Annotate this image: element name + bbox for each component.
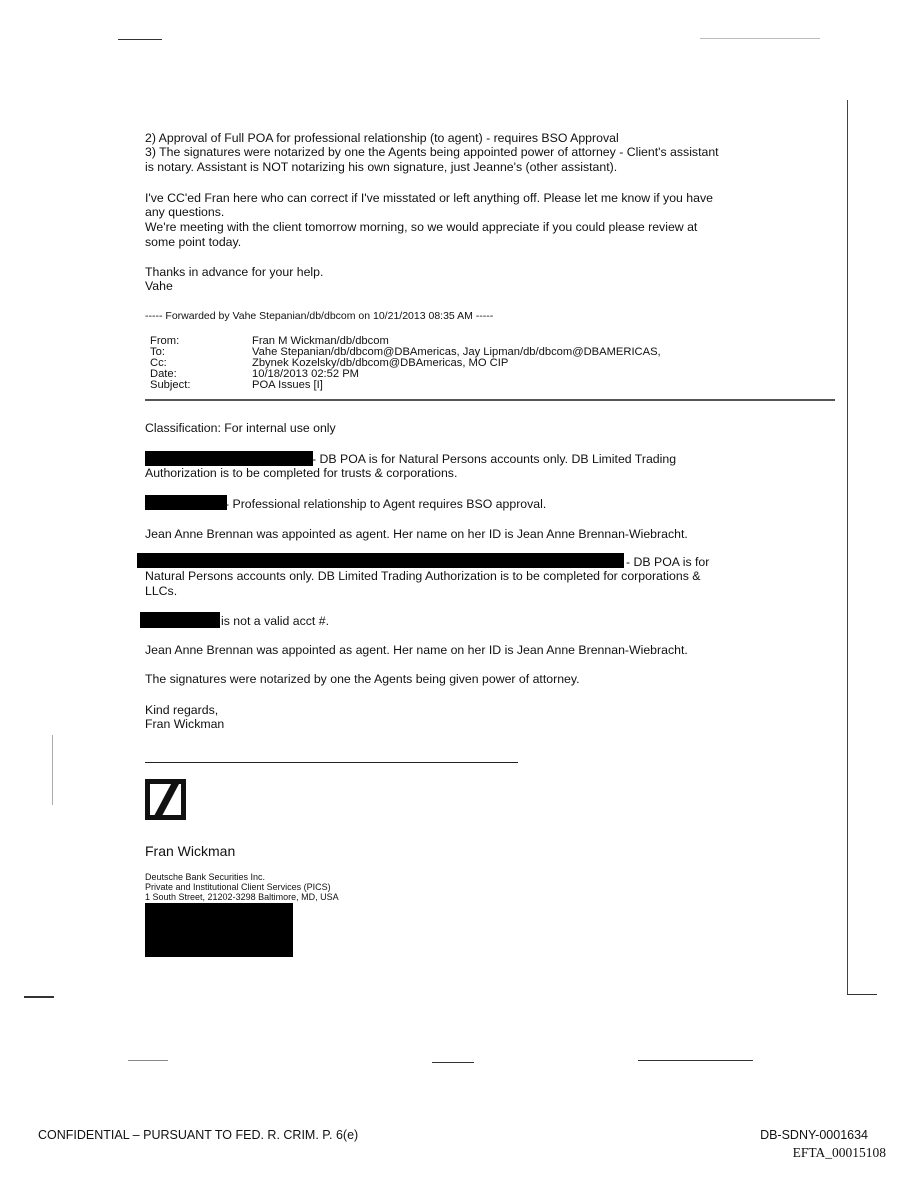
redaction-block [145, 903, 293, 957]
header-value: Zbynek Kozelsky/db/dbcom@DBAmericas, MO CIP [252, 357, 509, 369]
scan-mark-left-vertical [52, 735, 53, 805]
signature-divider [145, 762, 518, 763]
header-row-date [150, 369, 661, 380]
intro-para-line3: We're meeting with the client tomorrow morning, so we would appreciate if you could please review at [145, 220, 698, 234]
signature-company: Deutsche Bank Securities Inc. [145, 872, 266, 882]
header-label: Cc: [150, 357, 167, 369]
scan-mark-left [24, 996, 54, 998]
scan-mark-right-edge [847, 100, 848, 995]
header-row-cc [150, 358, 661, 369]
body-p3: Jean Anne Brennan was appointed as agent. Her name on her ID is Jean Anne Brennan-Wiebracht. [145, 527, 688, 541]
header-value: 10/18/2013 02:52 PM [252, 368, 359, 380]
scan-mark-bottom-3 [638, 1060, 753, 1061]
deutsche-bank-logo-icon [145, 779, 186, 820]
regards: Kind regards, [145, 703, 219, 717]
body-p4-line3: LLCs. [145, 584, 178, 598]
footer-bates-number: DB-SDNY-0001634 [760, 1128, 868, 1142]
header-label: Date: [150, 368, 177, 380]
intro-item-2: 2) Approval of Full POA for professional relationship (to agent) - requires BSO Approval [145, 131, 619, 145]
signature-division: Private and Institutional Client Services (PICS) [145, 882, 331, 892]
scan-mark-top-right [700, 38, 820, 39]
signature-name: Fran Wickman [145, 843, 236, 859]
scan-mark-bottom-2 [432, 1062, 474, 1063]
footer-efta-number: EFTA_00015108 [792, 1145, 886, 1160]
body-p5: is not a valid acct #. [221, 614, 329, 628]
redaction-block [145, 451, 313, 466]
forward-headers [150, 336, 661, 391]
body-p4-line1: - DB POA is for [626, 555, 710, 569]
header-value: Vahe Stepanian/db/dbcom@DBAmericas, Jay Lipman/db/dbcom@DBAMERICAS, [252, 346, 661, 358]
header-value: Fran M Wickman/db/dbcom [252, 335, 389, 347]
scan-mark-top-left [118, 39, 162, 40]
signature-address: 1 South Street, 21202-3298 Baltimore, MD, USA [145, 892, 339, 902]
body-p1-line2: Authorization is to be completed for trusts & corporations. [145, 466, 458, 480]
body-p4-line2: Natural Persons accounts only. DB Limited Trading Authorization is to be completed for corporations & [145, 569, 701, 583]
body-p1-line1: - DB POA is for Natural Persons accounts only. DB Limited Trading [312, 452, 677, 466]
classification: Classification: For internal use only [145, 421, 336, 435]
body-p7: The signatures were notarized by one the Agents being given power of attorney. [145, 672, 580, 686]
header-label: To: [150, 346, 165, 358]
body-p6: Jean Anne Brennan was appointed as agent. Her name on her ID is Jean Anne Brennan-Wiebracht. [145, 643, 688, 657]
header-label: From: [150, 335, 180, 347]
header-value: POA Issues [I] [252, 379, 323, 391]
regards-name: Fran Wickman [145, 717, 225, 731]
intro-signoff: Vahe [145, 279, 173, 293]
footer-confidential: CONFIDENTIAL – PURSUANT TO FED. R. CRIM. P. 6(e) [38, 1128, 359, 1142]
intro-para-line2: any questions. [145, 205, 225, 219]
body-p2: - Professional relationship to Agent requires BSO approval. [225, 497, 547, 511]
intro-para-line1: I've CC'ed Fran here who can correct if I've misstated or left anything off. Please let me know if you have [145, 191, 713, 205]
redaction-block [140, 612, 220, 628]
header-label: Subject: [150, 379, 191, 391]
forward-note: ----- Forwarded by Vahe Stepanian/db/dbcom on 10/21/2013 08:35 AM ----- [145, 310, 494, 322]
intro-para-line4: some point today. [145, 235, 242, 249]
intro-thanks: Thanks in advance for your help. [145, 265, 324, 279]
header-divider [145, 399, 835, 401]
scan-mark-right-foot [847, 994, 877, 995]
intro-item-3-line2: is notary. Assistant is NOT notarizing his own signature, just Jeanne's (other assistant). [145, 160, 618, 174]
intro-item-3-line1: 3) The signatures were notarized by one the Agents being appointed power of attorney - Client's assistant [145, 145, 719, 159]
redaction-block [145, 495, 227, 510]
redaction-block [137, 553, 624, 568]
scan-mark-bottom-1 [128, 1060, 168, 1061]
header-row-subject [150, 380, 661, 391]
